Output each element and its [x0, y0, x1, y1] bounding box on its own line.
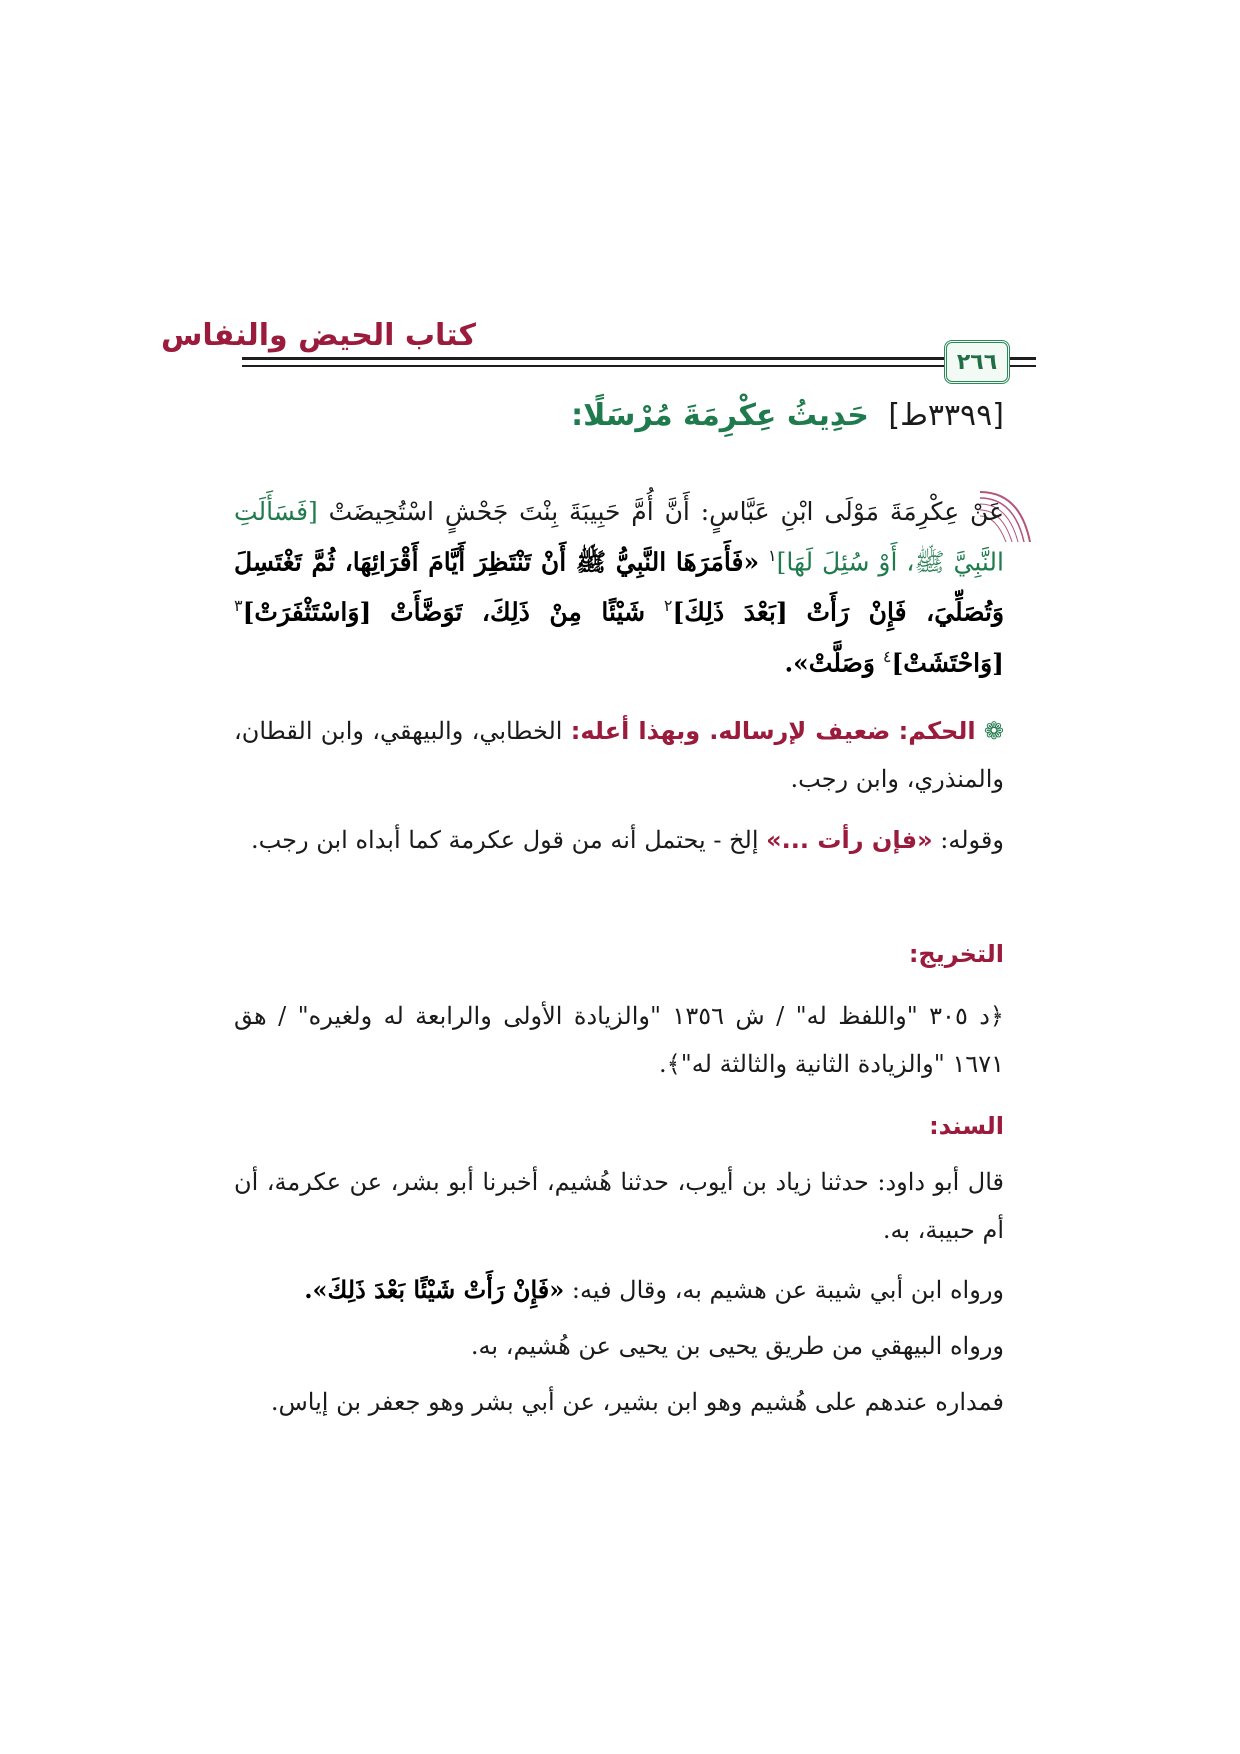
sanad-paragraph-3: ورواه البيهقي من طريق يحيى بن يحيى عن هُشيم، به.: [470, 1332, 1004, 1360]
commentary-paragraph: [234, 816, 1004, 864]
hadith-bold-1: «فَأَمَرَهَا النَّبِيُّ ﷺ أَنْ تَنْتَظِرَ أَيَّامَ أَقْرَائِهَا، ثُمَّ تَغْتَسِلَ وَتُصَلِّيَ، فَإِنْ رَأَتْ: [234, 547, 1005, 627]
footnote-1[interactable]: ١: [768, 546, 777, 565]
ruling-verdict: ضعيف لإرساله. وبهذا أعله:: [570, 717, 891, 745]
addition-3: [وَاسْتَثْفَرَتْ]: [242, 597, 372, 627]
header-rule-left-top: [1006, 357, 1036, 360]
sanad-paragraph-4: فمداره عندهم على هُشيم وهو ابن بشير، عن أبي بشر وهو جعفر بن إياس.: [270, 1388, 1004, 1416]
page-number: ٢٦٦: [944, 340, 1010, 384]
commentary-text: إلخ - يحتمل أنه من قول عكرمة كما أبداه ابن رجب.: [250, 826, 759, 854]
footnote-4[interactable]: ٤: [882, 646, 892, 666]
ruling-paragraph: [234, 707, 1004, 803]
hadith-number: [٣٣٩٩ط]: [888, 398, 1004, 433]
header-rule-top: [242, 357, 1004, 360]
sanad-p2-quote: «فَإِنْ رَأَتْ شَيْئًا بَعْدَ ذَلِكَ».: [304, 1275, 565, 1304]
takhrij-text: ﴿د ٣٠٥ "واللفظ له" / ش ١٣٥٦ "والزيادة الأولى والرابعة له ولغيره" / هق ١٦٧١ "والزيادة الثانية والثالثة له"﴾.: [234, 1002, 1004, 1078]
hadith-heading: [571, 398, 1004, 433]
book-title: كتاب الحيض والنفاس: [160, 318, 476, 353]
ruling-text: الخطابي، والبيهقي، وابن القطان، والمنذري، وابن رجب.: [234, 717, 1004, 793]
takhrij-heading: التخريج:: [908, 940, 1004, 968]
addition-1: [فَسَأَلَتِ النَّبِيَّ ﷺ، أَوْ سُئِلَ لَهَا]: [234, 497, 1004, 577]
footnote-2[interactable]: ٢: [663, 596, 673, 616]
commentary-prefix: وقوله:: [940, 826, 1004, 854]
addition-2: [بَعْدَ ذَلِكَ]: [672, 597, 788, 627]
header-rule-left-bottom: [1006, 365, 1036, 367]
hadith-line1: عَنْ عِكْرِمَةَ مَوْلَى ابْنِ عَبَّاسٍ: أَنَّ أُمَّ حَبِيبَةَ بِنْتَ جَحْشٍ اسْتُحِيضَتْ: [328, 497, 1004, 526]
sanad-paragraph-2: [234, 1266, 1004, 1314]
flower-icon: ❁: [983, 717, 1004, 745]
hadith-title: حَدِيثُ عِكْرِمَةَ مُرْسَلًا:: [571, 398, 869, 433]
header-rule-bottom: [242, 365, 1004, 367]
hadith-bold-2: شَيْئًا مِنْ ذَلِكَ، تَوَضَّأَتْ: [390, 597, 646, 627]
sanad-p2-prefix: ورواه ابن أبي شيبة عن هشيم به، وقال فيه:: [571, 1276, 1004, 1304]
sanad-heading: السند:: [929, 1112, 1004, 1140]
hadith-bold-3: وَصَلَّتْ».: [784, 647, 875, 677]
hadith-text: [234, 490, 1004, 685]
addition-4: [وَاحْتَشَتْ]: [891, 647, 1004, 677]
footnote-3[interactable]: ٣: [234, 596, 243, 616]
sanad-paragraph-1: قال أبو داود: حدثنا زياد بن أيوب، حدثنا هُشيم، أخبرنا أبو بشر، عن عكرمة، أن أم حبيبة، به.: [234, 1168, 1004, 1244]
commentary-quote: «فإن رأت ...»: [766, 826, 933, 854]
ruling-label: الحكم:: [898, 717, 976, 745]
